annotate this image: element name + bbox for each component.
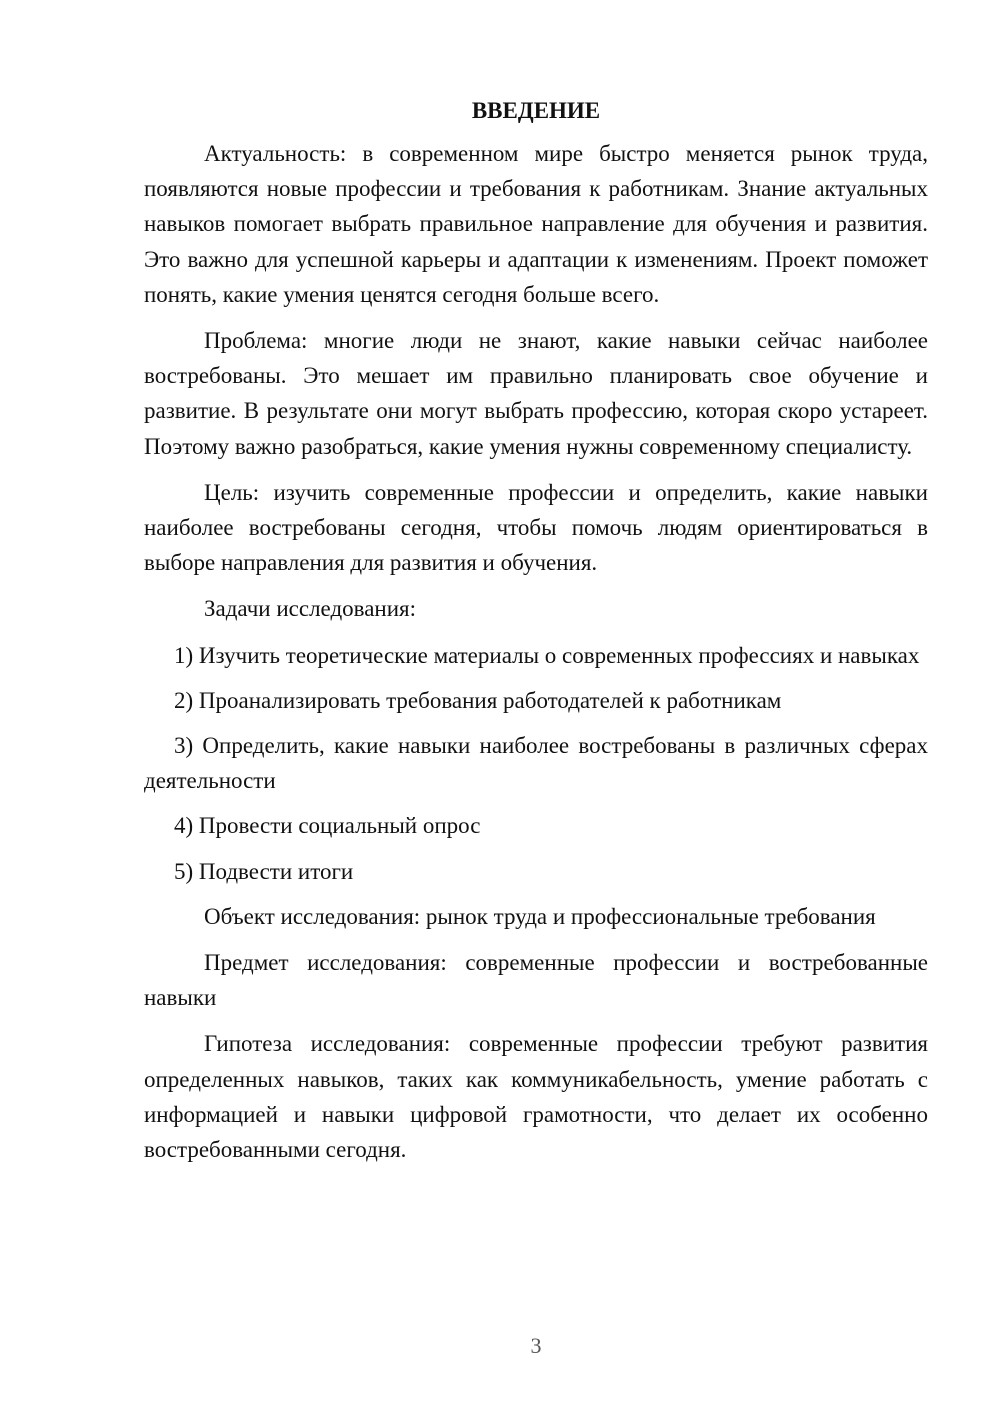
object-paragraph: Объект исследования: рынок труда и профессиональные требования xyxy=(204,903,876,929)
task-item: 5) Подвести итоги xyxy=(174,858,354,884)
problem-paragraph: Проблема: многие люди не знают, какие навыки сейчас наиболее востребованы. Это мешает им правильно планировать свое обучение и развитие. В результате они могут выбрать профессию, которая скоро устареет. Поэтому важно разобраться, какие умения нужны современному специалисту. xyxy=(144,328,928,459)
task-item: 3) Определить, какие навыки наиболее востребованы в различных сферах деятельности xyxy=(144,733,928,794)
goal-paragraph: Цель: изучить современные профессии и определить, какие навыки наиболее востребованы сегодня, чтобы помочь людям ориентироваться в выборе направления для развития и обучения. xyxy=(144,479,928,576)
subject-paragraph: Предмет исследования: современные профессии и востребованные навыки xyxy=(144,950,928,1011)
relevance-paragraph: Актуальность: в современном мире быстро меняется рынок труда, появляются новые профессии и требования к работникам. Знание актуальных навыков помогает выбрать правильное направление для обучения и развития. Это важно для успешной карьеры и адаптации к изменениям. Проект поможет понять, какие умения ценятся сегодня больше всего. xyxy=(144,141,928,307)
task-item: 2) Проанализировать требования работодателей к работникам xyxy=(174,687,782,713)
section-title: ВВЕДЕНИЕ xyxy=(471,98,601,123)
task-item: 4) Провести социальный опрос xyxy=(174,813,481,839)
tasks-heading: Задачи исследования: xyxy=(204,596,417,622)
task-item: 1) Изучить теоретические материалы о современных профессиях и навыках xyxy=(174,642,920,668)
page-number: 3 xyxy=(530,1333,542,1358)
hypothesis-paragraph: Гипотеза исследования: современные профессии требуют развития определенных навыков, таких как коммуникабельность, умение работать с информацией и навыки цифровой грамотности, что делает их особенно востребованными сегодня. xyxy=(144,1031,928,1163)
page-content xyxy=(144,96,928,1178)
